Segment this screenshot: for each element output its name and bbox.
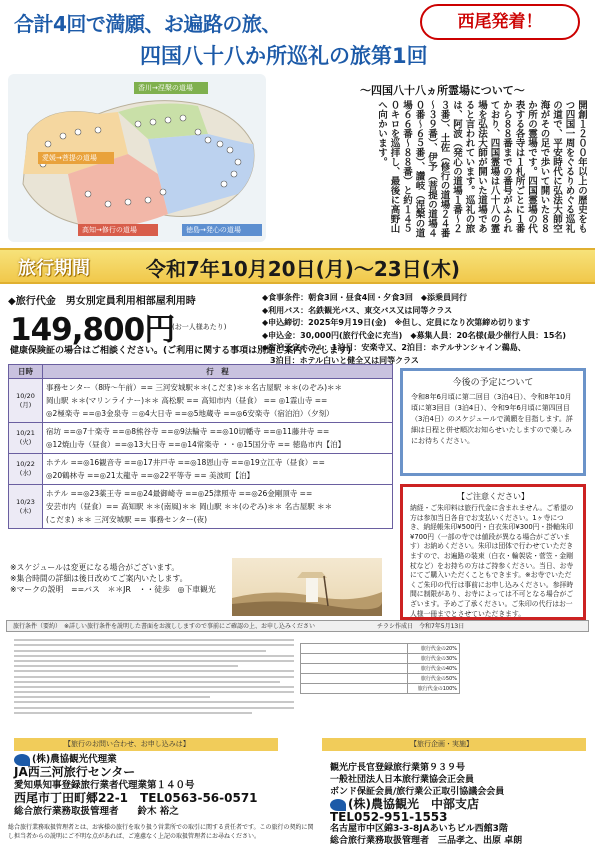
shikoku-map: [8, 74, 266, 242]
pilgrim-illustration: [232, 558, 382, 616]
organizer-tel: TEL052-951-1553: [330, 809, 448, 824]
cancel-row-label: [301, 664, 408, 674]
cancel-row-label: [301, 644, 408, 654]
cancel-rate: 旅行代金の40%: [408, 664, 460, 674]
organizer-contact: [330, 762, 592, 847]
flyer-date: チラシ作成日 令和7年5月13日: [376, 623, 465, 630]
cancel-row-label: [301, 684, 408, 694]
terms-bar: [6, 620, 589, 632]
manager-fine-print: 総合旅行業務取扱管理者とは、お客様の旅行を取り扱う営業所での取引に関する責任者です。この旅行の契約に関し担当者からの説明にご不明な点があれば、ご遠慮なく上記の取扱管理者にお尋ねください。: [8, 824, 314, 840]
agency-contact: [14, 753, 314, 818]
agency-address: 西尾市丁田町郷22-1 TEL0563-56-0571: [14, 791, 258, 805]
map-label-ehime: 愛媛→菩提の道場: [42, 154, 97, 162]
departure-badge: 西尾発着！: [420, 4, 580, 40]
ja-logo-icon: [14, 754, 30, 766]
future-text: 令和8年6月頃に第二回目（3泊4日）、令和8年10月頃に第3回目（3泊4日）、令和9年6月頃に第四回目（3泊4日）のスケジュールで満願を目指します。詳細は日程と併せ順次お知らせいたしますので楽しみにお待ちください。: [411, 393, 573, 445]
organizer-line2: 一般社団法人日本旅行業協会正会員: [330, 775, 475, 785]
itinerary-plan: [43, 423, 393, 454]
future-heading: 今後の予定について: [452, 378, 534, 388]
fee-label: ◆旅行代金 男女別定員利用相部屋利用時: [8, 296, 196, 307]
plan-line: 岡山駅 ＊＊(マリンライナー)＊＊ 高松駅 == 高知市内（昼食） == ◎1霊山寺 ==: [46, 396, 328, 405]
terms-fine-print: [14, 636, 294, 731]
organizer-line1: 観光庁長官登録旅行業第９３９号: [330, 763, 466, 773]
period-label: 旅行期間: [18, 258, 90, 279]
condition-line: ◆申込締切：2025年9月19日(金) ※但し、定員になり次第締め切ります: [262, 318, 531, 327]
note-line: ※集合時間の詳細は後日改めてご案内いたします。: [10, 574, 188, 583]
condition-line: 3泊目：ホテル白いと健全又は同等クラス: [262, 355, 419, 365]
itinerary-plan: [43, 485, 393, 529]
agency-license: 愛知県知事登録旅行業者代理業第１４０号: [14, 780, 195, 791]
condition-line: ◆利用バス：名鉄観光バス、東交バス又は同等クラス: [262, 305, 453, 315]
plan-line: ◎20鶴林寺 ==◎21太龍寺 ==◎22平等寺 == 美波町【泊】: [46, 471, 255, 480]
itinerary-header-day: 日時: [9, 365, 43, 379]
cancel-rate: 旅行代金の50%: [408, 674, 460, 684]
conditions: [262, 292, 592, 367]
condition-line: ◆食事条件：朝食3回・昼食4回・夕食3回 ◆添乗員同行: [262, 293, 468, 302]
cancel-fee-table: [300, 643, 460, 694]
plan-line: ホテル ==◎16観音寺 ==◎17井戸寺 ==◎18恩山寺 ==◎19立江寺（昼食）==: [46, 458, 325, 467]
future-schedule-box: [400, 368, 586, 476]
condition-line: ◆宿泊予定ホテル：1泊目：安楽寺又、2泊目：ホテルサンシャイン鵜島、: [262, 343, 526, 352]
itinerary-day: 10/23 (木): [9, 485, 43, 529]
note-line: ※マークの説明 ==バス ＊＊JR ・・徒歩 ◎下車観光: [10, 585, 216, 594]
agency-company: (株)農協観光代理業: [32, 754, 117, 765]
map-label-kagawa: 香川→涅槃の道場: [138, 84, 193, 92]
main-title-line2: 四国八十八か所巡礼の旅第1回: [140, 44, 428, 68]
notice-heading: 【ご注意ください】: [457, 492, 529, 501]
itinerary-plan: [43, 379, 393, 423]
agency-center: JA西三河旅行センター: [14, 765, 136, 779]
itinerary-day: 10/21 (火): [9, 423, 43, 454]
itinerary-row: [9, 379, 393, 423]
about-heading: ～四国八十八ヵ所霊場について～: [360, 84, 525, 97]
organizer-line3: ボンド保証会員/旅行業公正取引協議会会員: [330, 787, 505, 797]
organizer-address: 名古屋市中区錦3-3-8JAあいちビル西館3階: [330, 823, 508, 834]
price: 149,800円: [10, 312, 175, 348]
price-note: (お一人様あたり): [172, 323, 227, 331]
notice-text: 納経・ご朱印料は旅行代金に含まれません。ご希望の方は参加当日各自でお支払いください。1ヶ寺につき、納経帳朱印¥500円・白衣朱印¥300円・掛軸朱印¥700円（一部の寺では値段が異なる場合がございます）お納めください。朱印は団体で行わせていただきますので、お遍路の装束（白衣・輪袈裟・菅笠・金剛杖など）をお持ちの方はご持参ください。当日、お寺にてご購入いただくこともできます。※お寺でいただくご朱印の代行は事前にお申し込みください。参拝時間に制限があり、お寺によっては不可となる場合がございます。予めご了承ください。ご朱印の代行はお一人様一冊までとさせていただきます。: [410, 504, 574, 618]
notice-box: [400, 484, 586, 620]
plan-line: 事務センター（8時〜午前）== 三河安城駅＊＊(こだま)＊＊名古屋駅 ＊＊(のぞみ)＊＊: [46, 383, 343, 392]
plan-line: ◎2極楽寺 ==◎3金泉寺 ＝◎4大日寺 ==◎5地蔵寺 ==◎6安楽寺（宿泊泊）（夕刻）: [46, 409, 334, 418]
contact-bar-right: 【旅行企画・実施】: [322, 738, 586, 751]
cancel-row-label: [301, 654, 408, 664]
contact-bar-left: 【旅行のお問い合わせ、お申し込みは】: [14, 738, 278, 751]
ja-logo-icon: [330, 799, 346, 811]
cancel-rate: 旅行代金の20%: [408, 644, 460, 654]
about-text: 開創１２００年以上の歴史をもつ四国一周をぐるりめぐる巡礼の道で、平安時代に弘法大師空海がその足で歩いて開いた８８か所の霊場です。四国霊場の代表する各寺は１札所ごとに１番から８８番までの番号がふられており、四国霊場は八十八の霊場を弘法大師が開いた道場であると言われています。巡礼の旅は、阿波（発心の道場１番～２３番）、土佐（修行の道場２４番～３９番）、伊予（菩提の道場４０番～６５番）、讃岐（涅槃の道場６６番～８８番）と約１４５０キロを巡拝し、最後に高野山へ向かいます。: [376, 100, 587, 238]
map-label-tokushima: 徳島→発心の道場: [186, 226, 241, 234]
pilgrim-image: [232, 558, 382, 616]
main-title-line1: 合計4回で満願、お遍路の旅、: [14, 12, 281, 36]
itinerary-row: [9, 454, 393, 485]
itinerary-plan: [43, 454, 393, 485]
itinerary-row: [9, 485, 393, 529]
plan-line: (こだま) ＊＊ 三河安城駅 == 事務センター(夜): [46, 515, 208, 524]
schedule-notes: [10, 562, 230, 595]
condition-line: ◆申込金：30,000円(旅行代金に充当) ◆募集人員：20名様(最少催行人員：15名): [262, 330, 567, 340]
cancel-rate: 旅行代金の30%: [408, 654, 460, 664]
plan-line: 宿坊 ==◎7十楽寺 ==◎8熊谷寺 ==◎9法輪寺 ==◎10切幡寺 ==◎11藤井寺 ==: [46, 427, 330, 436]
cancel-rate: 旅行代金の100%: [408, 684, 460, 694]
plan-line: 安芸市内（昼食）== 高知駅 ＊＊(南風)＊＊ 岡山駅 ＊＊(のぞみ)＊＊ 名古屋駅 ＊＊: [46, 502, 333, 511]
plan-line: ◎12焼山寺（昼食）==◎13大日寺 ==◎14常楽寺 ・・◎15国分寺 == 徳島市内【泊】: [46, 440, 346, 449]
itinerary-header-plan: 行 程: [43, 365, 393, 379]
organizer-manager: 総合旅行業務取扱管理者 三品孝之、出原 卓朗: [330, 835, 523, 846]
organizer-company: (株)農協観光 中部支店: [348, 797, 479, 811]
map-label-kochi: 高知→修行の道場: [82, 226, 137, 234]
note-line: ※スケジュールは変更になる場合がございます。: [10, 563, 180, 572]
itinerary-day: 10/22 (水): [9, 454, 43, 485]
itinerary-row: [9, 423, 393, 454]
plan-line: ホテル ==◎23薬王寺 ==◎24最御崎寺 ==◎25津照寺 ==◎26金剛頂寺 ==: [46, 489, 313, 498]
itinerary-table: [8, 364, 393, 529]
itinerary-day: 10/20 (月): [9, 379, 43, 423]
cancel-row-label: [301, 674, 408, 684]
travel-period-bar: [0, 248, 595, 284]
agency-manager: 総合旅行業務取扱管理者 鈴木 裕之: [14, 806, 179, 817]
terms-title: 旅行条件（要約） ※詳しい旅行条件を説明した書面をお渡ししますので事前にご確認の上、お申し込みください: [13, 623, 316, 630]
insurance-note: 健康保険証の場合はご相談ください。(ご利用に関する事項は別途ご案内いたします): [10, 346, 352, 356]
period-value: 令和7年10月20日(月)～23日(木): [146, 257, 460, 281]
